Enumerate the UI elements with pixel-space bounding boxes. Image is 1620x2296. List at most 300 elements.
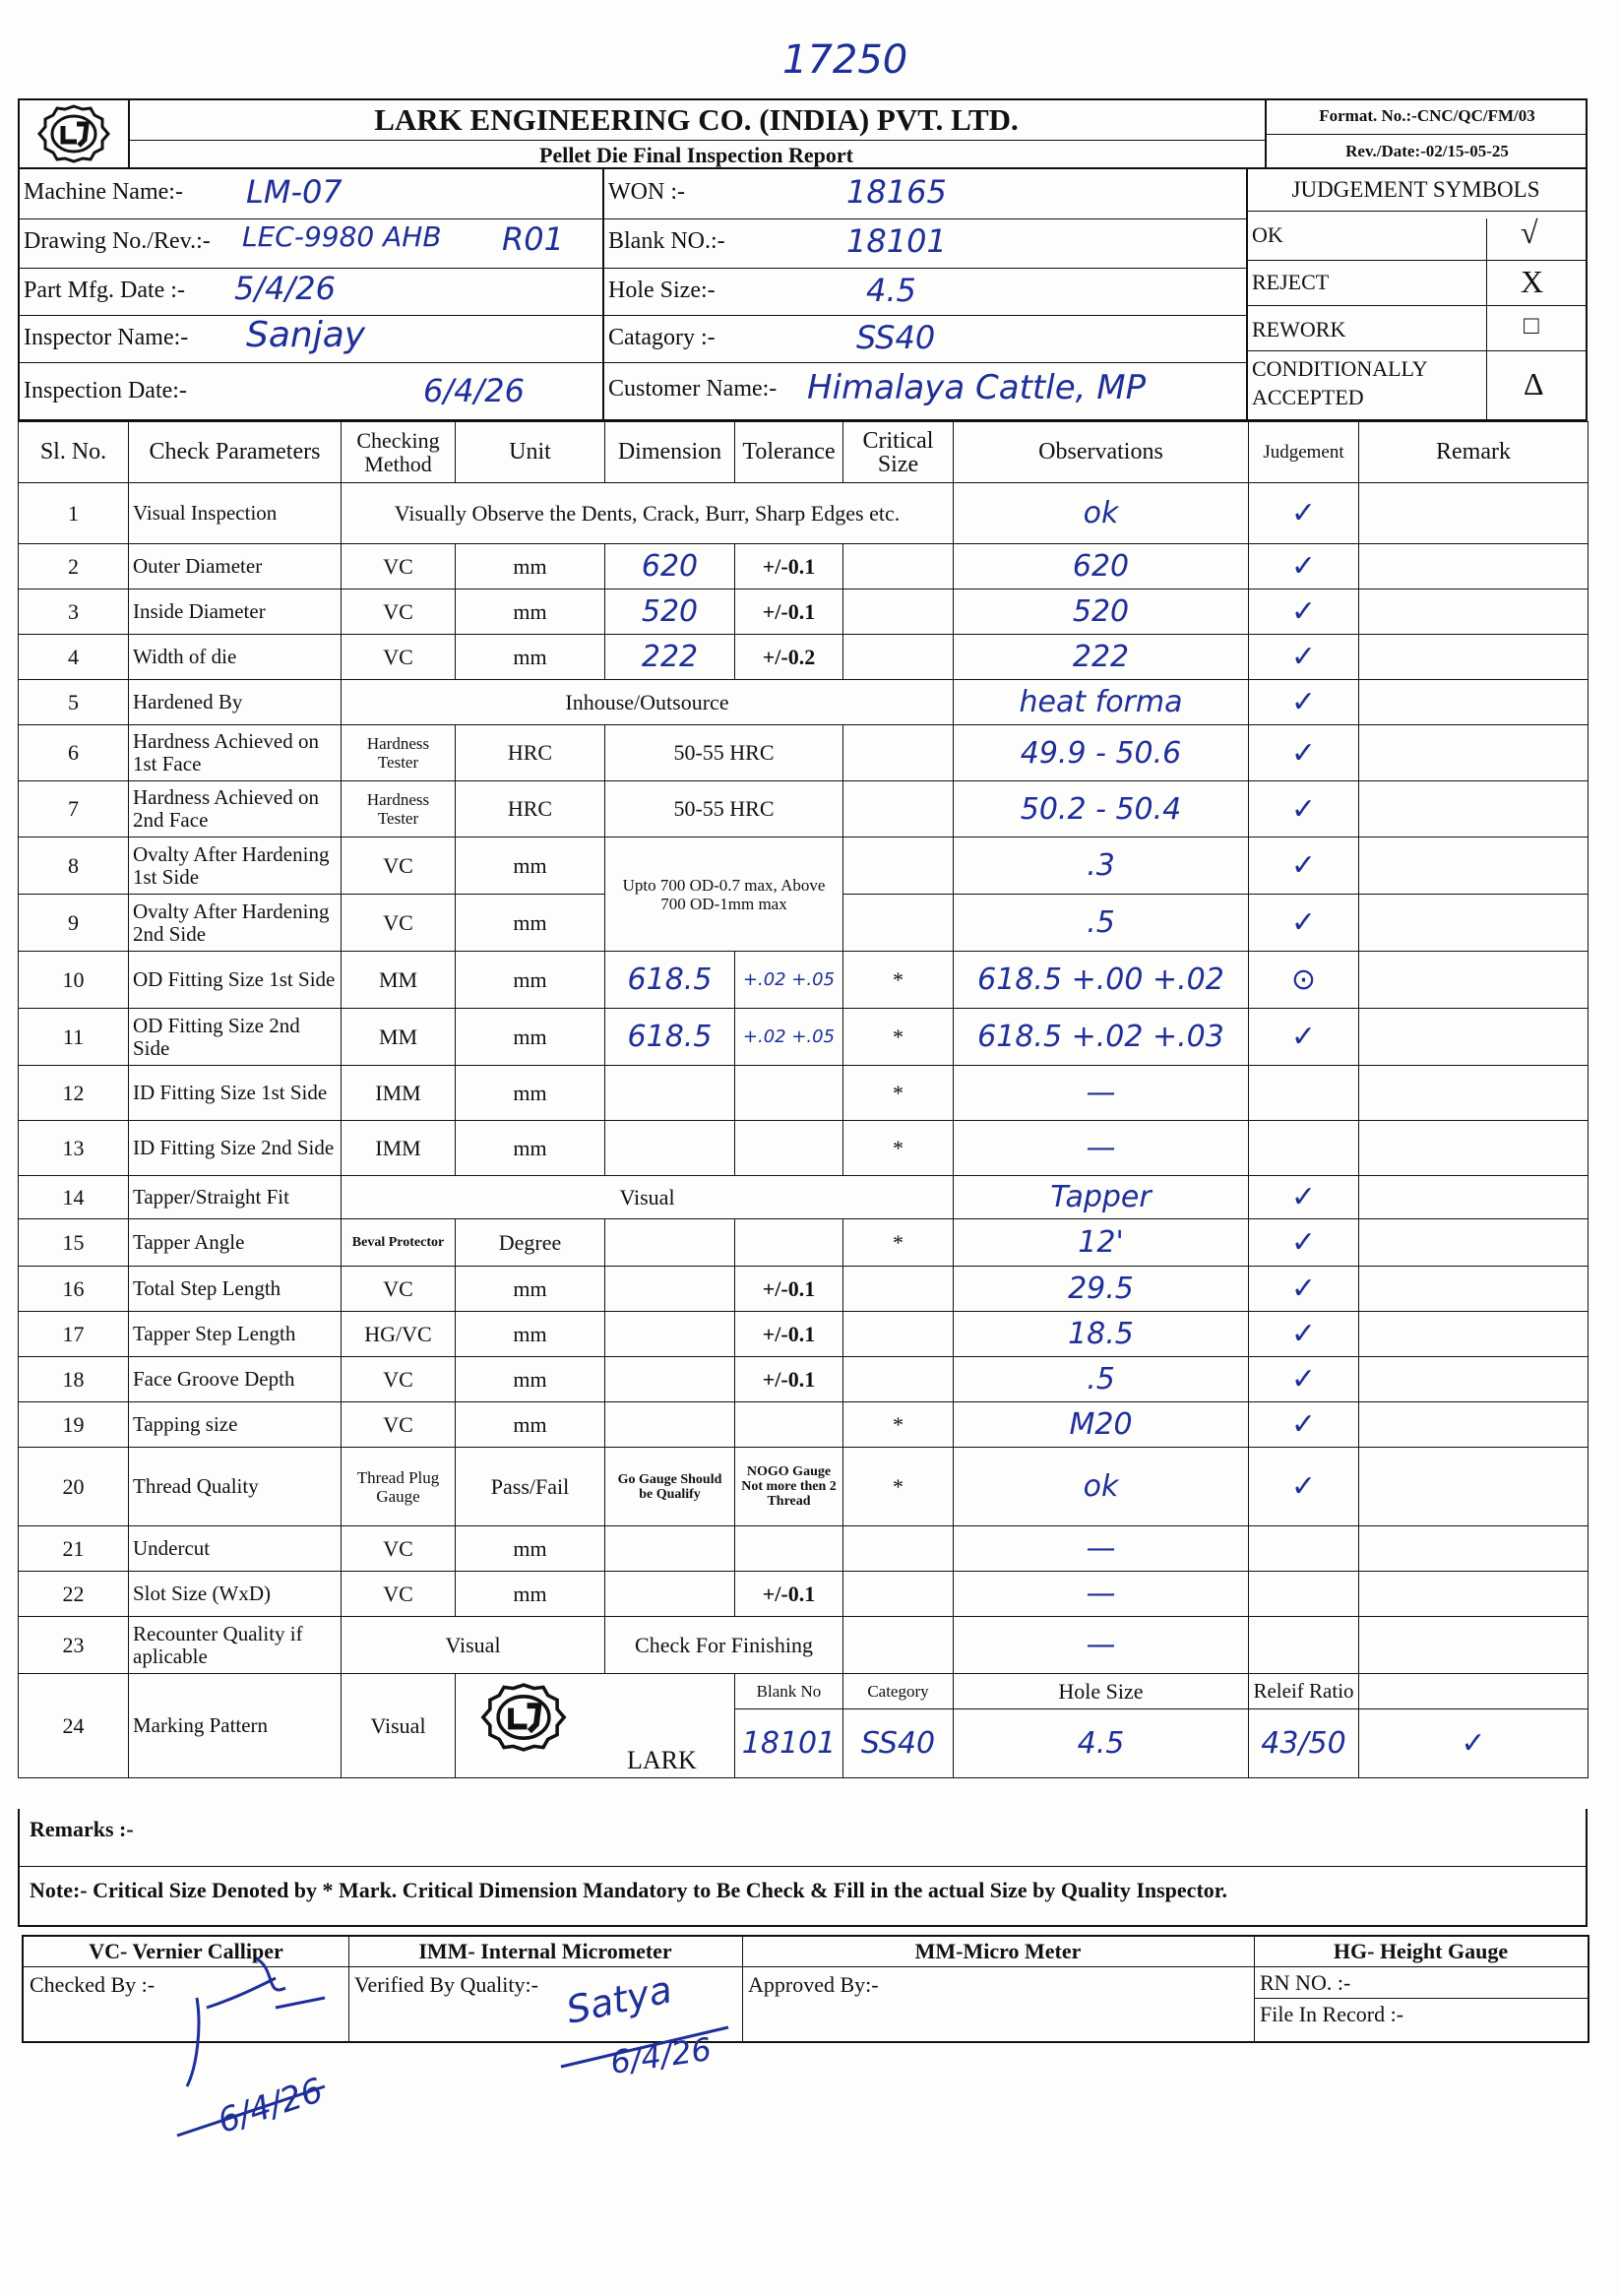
row-observation: — [954,1526,1249,1572]
row-unit: Pass/Fail [456,1448,605,1526]
verified-by-label: Verified By Quality:- [354,1972,538,1997]
row-checking-method: VC [342,895,456,952]
row-check-parameter: ID Fitting Size 1st Side [129,1066,342,1121]
row-tolerance: +/-0.1 [735,1312,843,1357]
part-mfg-value: 5/4/26 [234,270,336,307]
row-dimension: 520 [605,590,735,635]
row-critical-mark [843,544,954,590]
row-remark [1359,1526,1589,1572]
row-unit: mm [456,1066,605,1121]
row-checking-method: Hardness Tester [342,725,456,781]
row-observation: 222 [954,635,1249,680]
row-critical-mark [843,1572,954,1617]
row-ovalty-spec: Upto 700 OD-0.7 max, Above 700 OD-1mm max [605,838,843,952]
table-row [19,952,1589,1009]
row-sl-no: 10 [19,952,129,1009]
row-judgement [1249,1526,1359,1572]
row-critical-mark: * [843,952,954,1009]
row-check-parameter: Face Groove Depth [129,1357,342,1402]
info-block [18,169,1588,421]
row-critical-mark [843,635,954,680]
row-checking-method: IMM [342,1066,456,1121]
row-remark [1359,1066,1589,1121]
row-sl-no: 1 [19,483,129,544]
inspector-value: Sanjay [246,315,366,355]
row-merged-spec: Inhouse/Outsource [342,680,954,725]
row-check-parameter: ID Fitting Size 2nd Side [129,1121,342,1176]
row-remark [1359,590,1589,635]
row-tolerance [735,1066,843,1121]
table-row [19,680,1589,725]
row-critical [843,895,954,952]
row-sl-no: 5 [19,680,129,725]
row-check-spec: Check For Finishing [605,1617,843,1674]
row-tolerance: +.02 +.05 [735,952,843,1009]
checked-by-label: Checked By :- [30,1972,156,1997]
row-sl-no: 4 [19,635,129,680]
row-check-parameter: Recounter Quality if aplicable [129,1617,342,1674]
marking-judgement-blank [1359,1674,1589,1709]
row-check-parameter: Slot Size (WxD) [129,1572,342,1617]
row-unit: mm [456,1402,605,1448]
row-checking-method: Hardness Tester [342,781,456,838]
row-remark [1359,838,1589,895]
table-row [19,1357,1589,1402]
row-remark [1359,483,1589,544]
marking-gear-logo-icon [460,1678,588,1757]
row-sl-no: 9 [19,895,129,952]
row-judgement: ✓ [1249,1267,1359,1312]
row-unit: mm [456,590,605,635]
row-check-parameter: OD Fitting Size 2nd Side [129,1009,342,1066]
marking-sl-no: 24 [19,1674,129,1778]
marking-parameter: Marking Pattern [129,1674,342,1778]
row-judgement: ✓ [1249,895,1359,952]
hole-size-label: Hole Size:- [608,278,716,303]
table-row [19,1402,1589,1448]
row-observation: 50.2 - 50.4 [954,781,1249,838]
row-unit: mm [456,1121,605,1176]
table-row [19,1312,1589,1357]
row-unit: mm [456,1267,605,1312]
row-sl-no: 8 [19,838,129,895]
row-remark [1359,1219,1589,1267]
row-observation: 620 [954,544,1249,590]
row-observation: 18.5 [954,1312,1249,1357]
row-tolerance: +/-0.2 [735,635,843,680]
symbol-ok-label: OK [1252,222,1283,247]
table-row [19,725,1589,781]
customer-label: Customer Name:- [608,376,778,402]
header-dimension: Dimension [605,422,735,483]
row-merged-spec: Visually Observe the Dents, Crack, Burr, Sharp Edges etc. [342,483,954,544]
row-tolerance [735,1402,843,1448]
row-remark [1359,544,1589,590]
judgement-symbols-title: JUDGEMENT SYMBOLS [1291,177,1540,202]
row-judgement [1249,1572,1359,1617]
header-remark: Remark [1359,422,1589,483]
row-unit: mm [456,952,605,1009]
row-checking-method: VC [342,590,456,635]
marking-row [19,1674,1589,1709]
row-unit: mm [456,1572,605,1617]
row-check-parameter: Width of die [129,635,342,680]
marking-hole-size-value: 4.5 [954,1709,1249,1778]
row-observation: Tapper [954,1176,1249,1219]
row-check-parameter: OD Fitting Size 1st Side [129,952,342,1009]
drawing-value: LEC-9980 AHB [242,220,442,253]
top-handwritten-number: 17250 [782,37,908,83]
header-sl: Sl. No. [19,422,129,483]
row-tolerance: +/-0.1 [735,590,843,635]
symbol-reject-label: REJECT [1252,270,1330,294]
verified-by-name: Satya [562,1967,676,2032]
marking-blank-no-value: 18101 [735,1709,843,1778]
row-critical-mark [843,1312,954,1357]
marking-relief-ratio-value: 43/50 [1249,1709,1359,1778]
row-remark [1359,895,1589,952]
symbol-rework: □ [1524,311,1539,340]
row-judgement: ✓ [1249,1176,1359,1219]
row-observation: ok [954,483,1249,544]
table-row [19,838,1589,895]
row-observation: M20 [954,1402,1249,1448]
row-checking-method: VC [342,1402,456,1448]
row-check-parameter: Outer Diameter [129,544,342,590]
symbol-conditional-label: CONDITIONALLY ACCEPTED [1252,356,1427,409]
row-critical [843,781,954,838]
row-unit: mm [456,1009,605,1066]
row-sl-no: 22 [19,1572,129,1617]
row-judgement: ✓ [1249,635,1359,680]
row-unit: mm [456,1526,605,1572]
row-judgement [1249,1066,1359,1121]
critical-size-note: Note:- Critical Size Denoted by * Mark. Critical Dimension Mandatory to Be Check & Fill in the actual Size by Quality Inspector. [30,1878,1228,1902]
remarks-label: Remarks :- [30,1817,134,1841]
row-unit: mm [456,1357,605,1402]
category-label: Catagory :- [608,325,716,350]
row-sl-no: 2 [19,544,129,590]
row-dimension [605,1357,735,1402]
row-spec: 50-55 HRC [605,781,843,838]
row-judgement: ⊙ [1249,952,1359,1009]
row-dimension [605,1267,735,1312]
row-remark [1359,1176,1589,1219]
row-check-parameter: Hardness Achieved on 1st Face [129,725,342,781]
file-in-record-label: File In Record :- [1260,2002,1404,2026]
company-name: LARK ENGINEERING CO. (INDIA) PVT. LTD. [374,102,1019,137]
row-checking-method: MM [342,1009,456,1066]
table-row [19,1219,1589,1267]
row-sl-no: 16 [19,1267,129,1312]
row-checking-method: MM [342,952,456,1009]
row-observation: — [954,1066,1249,1121]
row-dimension: 618.5 [605,952,735,1009]
inspection-date-label: Inspection Date:- [24,378,187,403]
row-critical-mark: * [843,1009,954,1066]
row-unit: mm [456,1312,605,1357]
category-value: SS40 [856,319,936,356]
row-observation: .5 [954,1357,1249,1402]
row-dimension [605,1121,735,1176]
table-row [19,1448,1589,1526]
marking-hole-size-label: Hole Size [954,1674,1249,1709]
row-observation: 29.5 [954,1267,1249,1312]
row-merged-spec: Visual [342,1176,954,1219]
row-remark [1359,952,1589,1009]
row-dimension [605,1312,735,1357]
row-remark [1359,680,1589,725]
drawing-rev-value: R01 [502,220,564,258]
machine-name-value: LM-07 [246,173,343,211]
won-value: 18165 [846,173,947,211]
row-observation: 520 [954,590,1249,635]
report-title: Pellet Die Final Inspection Report [539,143,853,167]
row-dimension: Go Gauge Should be Qualify [605,1448,735,1526]
format-number: Format. No.:-CNC/QC/FM/03 [1319,106,1535,125]
row-check-parameter: Inside Diameter [129,590,342,635]
marking-relief-ratio-label: Releif Ratio [1249,1674,1359,1709]
row-dimension [605,1526,735,1572]
format-info [1265,100,1588,167]
row-unit: HRC [456,725,605,781]
row-unit: mm [456,544,605,590]
row-remark [1359,1448,1589,1526]
row-observation: ok [954,1448,1249,1526]
row-checking-method: Thread Plug Gauge [342,1448,456,1526]
row-checking-method: VC [342,1572,456,1617]
row-observation: .3 [954,838,1249,895]
row-remark [1359,635,1589,680]
row-critical-mark [843,1357,954,1402]
row-observation: — [954,1121,1249,1176]
legend-mm-cell [742,1937,1255,2041]
row-unit: mm [456,635,605,680]
row-checking-method: VC [342,635,456,680]
revision-date: Rev./Date:-02/15-05-25 [1345,142,1509,160]
row-remark [1359,1121,1589,1176]
row-critical-mark [843,1526,954,1572]
row-remark [1359,1357,1589,1402]
blank-no-value: 18101 [846,222,947,260]
symbol-rework-label: REWORK [1252,317,1346,341]
legend-mm: MM-Micro Meter [914,1939,1082,1963]
row-tolerance: +/-0.1 [735,1357,843,1402]
marking-judgement: ✓ [1359,1709,1589,1778]
row-check-parameter: Tapper/Straight Fit [129,1176,342,1219]
table-row [19,1176,1589,1219]
report-header [18,98,1588,169]
row-remark [1359,1009,1589,1066]
row-tolerance: +/-0.1 [735,1267,843,1312]
row-unit: mm [456,838,605,895]
rn-no-label: RN NO. :- [1260,1970,1351,1995]
row-judgement: ✓ [1249,1312,1359,1357]
inspection-date-value: 6/4/26 [423,372,525,409]
row-critical-mark: * [843,1219,954,1267]
row-check-parameter: Total Step Length [129,1267,342,1312]
table-row [19,1572,1589,1617]
row-check-parameter: Tapper Angle [129,1219,342,1267]
marking-logo-cell [456,1674,735,1778]
row-critical-mark: * [843,1402,954,1448]
row-unit: HRC [456,781,605,838]
row-judgement: ✓ [1249,781,1359,838]
row-observation: — [954,1572,1249,1617]
row-critical [843,725,954,781]
row-remark [1359,1267,1589,1312]
legend-imm: IMM- Internal Micrometer [418,1939,672,1963]
table-row [19,483,1589,544]
header-unit: Unit [456,422,605,483]
row-critical-mark [843,590,954,635]
machine-name-label: Machine Name:- [24,179,183,205]
row-judgement: ✓ [1249,544,1359,590]
row-checking-method: IMM [342,1121,456,1176]
row-remark [1359,1617,1589,1674]
symbol-reject: X [1521,264,1544,299]
row-observation: — [954,1617,1249,1674]
row-check-parameter: Tapper Step Length [129,1312,342,1357]
row-critical [843,1617,954,1674]
table-row [19,1617,1589,1674]
row-checking-method: VC [342,1526,456,1572]
row-checking-method: VC [342,1267,456,1312]
inspector-label: Inspector Name:- [24,325,189,350]
row-remark [1359,1572,1589,1617]
row-sl-no: 7 [19,781,129,838]
row-spec: 50-55 HRC [605,725,843,781]
row-sl-no: 13 [19,1121,129,1176]
row-judgement: ✓ [1249,1357,1359,1402]
row-tolerance: +.02 +.05 [735,1009,843,1066]
row-critical-mark [843,1267,954,1312]
row-dimension: 222 [605,635,735,680]
row-judgement: ✓ [1249,1402,1359,1448]
row-checking-method: VC [342,1357,456,1402]
table-row [19,635,1589,680]
row-judgement: ✓ [1249,680,1359,725]
row-dimension [605,1402,735,1448]
blank-no-label: Blank NO.:- [608,228,725,254]
row-check-parameter: Ovalty After Hardening 1st Side [129,838,342,895]
marking-category-label: Category [843,1674,954,1709]
drawing-label: Drawing No./Rev.:- [24,228,211,254]
row-dimension: 620 [605,544,735,590]
customer-value: Himalaya Cattle, MP [807,368,1147,407]
row-sl-no: 18 [19,1357,129,1402]
row-check-parameter: Hardened By [129,680,342,725]
row-tolerance: +/-0.1 [735,1572,843,1617]
row-tolerance [735,1526,843,1572]
marking-category-value: SS40 [843,1709,954,1778]
row-judgement: ✓ [1249,590,1359,635]
table-row [19,1009,1589,1066]
checked-by-date: 6/4/26 [213,2071,328,2141]
row-sl-no: 15 [19,1219,129,1267]
row-checking-method: VC [342,544,456,590]
row-tolerance [735,1121,843,1176]
row-observation: 618.5 +.00 +.02 [954,952,1249,1009]
table-row [19,1066,1589,1121]
header-observations: Observations [954,422,1249,483]
row-tolerance: +/-0.1 [735,544,843,590]
marking-lark-text: LARK [627,1746,697,1774]
row-tolerance: NOGO Gauge Not more then 2 Thread [735,1448,843,1526]
legend-hg: HG- Height Gauge [1333,1939,1509,1963]
symbol-ok: √ [1521,215,1538,250]
row-remark [1359,1402,1589,1448]
marking-blank-no-label: Blank No [735,1674,843,1709]
row-checking-method: Beval Protector [342,1219,456,1267]
row-critical-mark: * [843,1448,954,1526]
row-check-parameter: Visual Inspection [129,483,342,544]
row-checking-method: HG/VC [342,1312,456,1357]
row-remark [1359,1312,1589,1357]
row-sl-no: 17 [19,1312,129,1357]
legend-hg-cell [1254,1937,1588,2041]
approved-by-label: Approved By:- [748,1972,879,1997]
header-param: Check Parameters [129,422,342,483]
row-checking-method: Visual [342,1617,605,1674]
row-dimension [605,1066,735,1121]
row-remark [1359,725,1589,781]
row-sl-no: 21 [19,1526,129,1572]
row-check-parameter: Hardness Achieved on 2nd Face [129,781,342,838]
marking-method: Visual [342,1674,456,1778]
table-row [19,1121,1589,1176]
table-header-row [19,422,1589,483]
row-dimension [605,1219,735,1267]
row-observation: 618.5 +.02 +.03 [954,1009,1249,1066]
row-dimension [605,1572,735,1617]
row-sl-no: 23 [19,1617,129,1674]
row-check-parameter: Tapping size [129,1402,342,1448]
row-sl-no: 3 [19,590,129,635]
row-observation: 49.9 - 50.6 [954,725,1249,781]
row-check-parameter: Thread Quality [129,1448,342,1526]
row-tolerance [735,1219,843,1267]
row-sl-no: 14 [19,1176,129,1219]
table-row [19,781,1589,838]
gear-logo-icon [20,100,128,167]
row-sl-no: 6 [19,725,129,781]
row-sl-no: 12 [19,1066,129,1121]
row-sl-no: 20 [19,1448,129,1526]
row-remark [1359,781,1589,838]
legend-vc: VC- Vernier Calliper [89,1939,283,1963]
row-judgement: ✓ [1249,483,1359,544]
part-mfg-label: Part Mfg. Date :- [24,278,185,303]
row-check-parameter: Ovalty After Hardening 2nd Side [129,895,342,952]
row-judgement [1249,1121,1359,1176]
row-sl-no: 19 [19,1402,129,1448]
row-check-parameter: Undercut [129,1526,342,1572]
row-unit: mm [456,895,605,952]
row-dimension: 618.5 [605,1009,735,1066]
table-row [19,590,1589,635]
row-judgement: ✓ [1249,1009,1359,1066]
hole-size-value: 4.5 [866,272,916,309]
row-critical-mark: * [843,1066,954,1121]
company-logo [20,100,130,167]
table-row [19,1267,1589,1312]
row-judgement: ✓ [1249,1448,1359,1526]
row-sl-no: 11 [19,1009,129,1066]
won-label: WON :- [608,179,685,205]
header-judgement: Judgement [1249,422,1359,483]
header-tolerance: Tolerance [735,422,843,483]
